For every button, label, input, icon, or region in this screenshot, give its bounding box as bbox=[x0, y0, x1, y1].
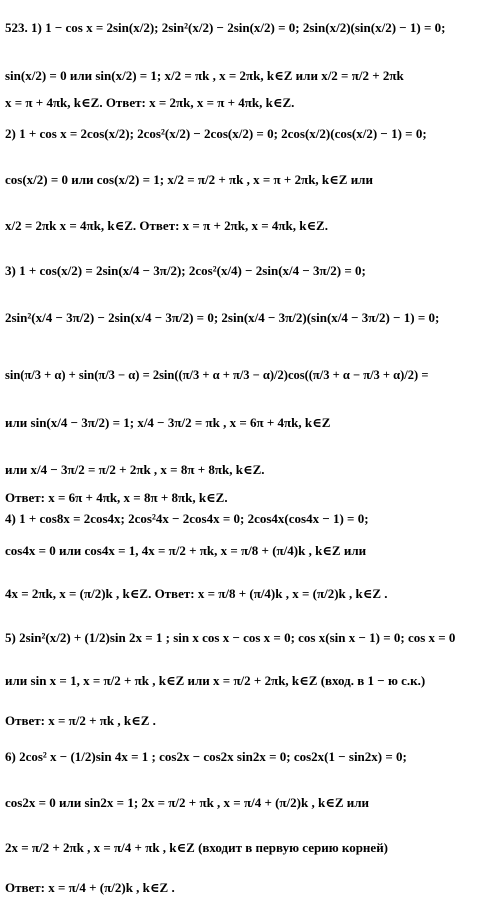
line-5: cos(x/2) = 0 или cos(x/2) = 1; x/2 = π/2 + πk , x = π + 2πk, k∈Z или bbox=[5, 172, 373, 187]
line-2: sin(x/2) = 0 или sin(x/2) = 1; x/2 = πk , x = 2πk, k∈Z или x/2 = π/2 + 2πk bbox=[5, 68, 404, 83]
line-22: Ответ: x = π/4 + (π/2)k , k∈Z . bbox=[5, 880, 175, 895]
line-8: 2sin²(x/4 − 3π/2) − 2sin(x/4 − 3π/2) = 0; 2sin(x/4 − 3π/2)(sin(x/4 − 3π/2) − 1) = 0; bbox=[5, 310, 440, 325]
problem-number: 523. bbox=[5, 20, 28, 35]
line-12: Ответ: x = 6π + 4πk, x = 8π + 8πk, k∈Z. bbox=[5, 490, 228, 505]
line-15: 4x = 2πk, x = (π/2)k , k∈Z. Ответ: x = π/8 + (π/4)k , x = (π/2)k , k∈Z . bbox=[5, 586, 388, 601]
line-1 bbox=[0, 20, 497, 35]
line-18: Ответ: x = π/2 + πk , k∈Z . bbox=[5, 713, 156, 728]
line-21: 2x = π/2 + 2πk , x = π/4 + πk , k∈Z (входит в первую серию корней) bbox=[5, 840, 389, 855]
line-20: cos2x = 0 или sin2x = 1; 2x = π/2 + πk , x = π/4 + (π/2)k , k∈Z или bbox=[5, 795, 370, 810]
line-11: или x/4 − 3π/2 = π/2 + 2πk , x = 8π + 8πk, k∈Z. bbox=[5, 462, 265, 477]
line-9: sin(π/3 + α) + sin(π/3 − α) = 2sin((π/3 + α + π/3 − α)/2)cos((π/3 + α − π/3 + α)/2) = bbox=[5, 368, 429, 382]
line-14: cos4x = 0 или cos4x = 1, 4x = π/2 + πk, x = π/8 + (π/4)k , k∈Z или bbox=[5, 543, 367, 558]
line-6: x/2 = 2πk x = 4πk, k∈Z. Ответ: x = π + 2πk, x = 4πk, k∈Z. bbox=[5, 218, 328, 233]
line-17: или sin x = 1, x = π/2 + πk , k∈Z или x = π/2 + 2πk, k∈Z (вход. в 1 − ю с.к.) bbox=[5, 673, 426, 688]
line-19: 6) 2cos² x − (1/2)sin 4x = 1 ; cos2x − cos2x sin2x = 0; cos2x(1 − sin2x) = 0; bbox=[5, 749, 407, 764]
line-10: или sin(x/4 − 3π/2) = 1; x/4 − 3π/2 = πk , x = 6π + 4πk, k∈Z bbox=[5, 415, 331, 430]
line-4: 2) 1 + cos x = 2cos(x/2); 2cos²(x/2) − 2cos(x/2) = 0; 2cos(x/2)(cos(x/2) − 1) = 0; bbox=[5, 126, 427, 141]
line-7: 3) 1 + cos(x/2) = 2sin(x/4 − 3π/2); 2cos²(x/4) − 2sin(x/4 − 3π/2) = 0; bbox=[5, 263, 366, 278]
line-16: 5) 2sin²(x/2) + (1/2)sin 2x = 1 ; sin x cos x − cos x = 0; cos x(sin x − 1) = 0; cos x = 0 bbox=[5, 630, 456, 645]
line-13: 4) 1 + cos8x = 2cos4x; 2cos²4x − 2cos4x = 0; 2cos4x(cos4x − 1) = 0; bbox=[5, 511, 369, 526]
line-3: x = π + 4πk, k∈Z. Ответ: x = 2πk, x = π + 4πk, k∈Z. bbox=[5, 95, 295, 110]
line-1-text: 1) 1 − cos x = 2sin(x/2); 2sin²(x/2) − 2sin(x/2) = 0; 2sin(x/2)(sin(x/2) − 1) = 0; bbox=[31, 20, 446, 35]
